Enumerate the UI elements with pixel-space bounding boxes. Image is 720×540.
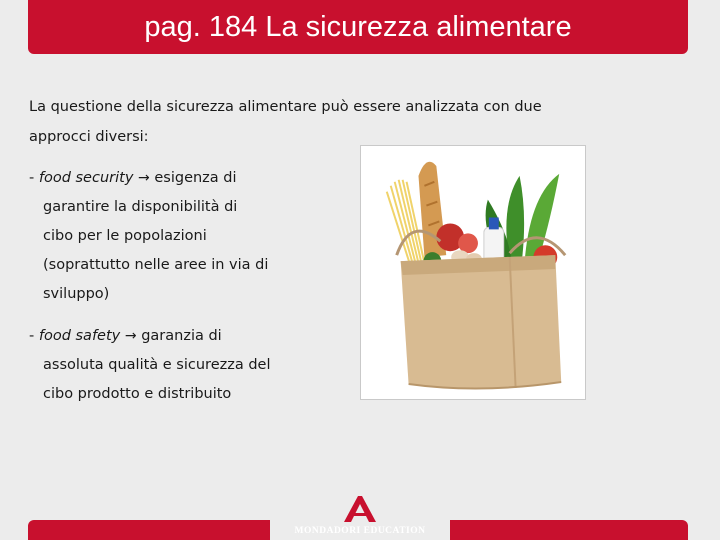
title-bar — [28, 0, 688, 54]
intro-line-2: approcci diversi: — [29, 129, 149, 145]
bullet-dash: - — [29, 328, 39, 344]
bullet-term: food safety — [38, 328, 121, 344]
bullet-text: cibo per le popolazioni — [43, 228, 207, 244]
bullet-food-security — [29, 164, 319, 309]
bullet-text: cibo prodotto e distribuito — [43, 386, 232, 402]
page-title: pag. 184 La sicurezza alimentare — [144, 10, 572, 43]
bullet-first-line — [29, 164, 319, 193]
grocery-bag-image — [360, 145, 586, 400]
bullet-text: garantire la disponibilità di — [43, 199, 238, 215]
intro-line-1: La questione della sicurezza alimentare può essere analizzata con due — [29, 99, 542, 115]
publisher-logo — [270, 494, 450, 540]
bullet-text: (soprattutto nelle aree in via di — [43, 257, 269, 273]
bullet-term: food security — [38, 170, 134, 186]
bullet-dash: - — [29, 170, 39, 186]
bullet-text: assoluta qualità e sicurezza del — [43, 357, 271, 373]
arrow-icon: → — [138, 170, 150, 186]
logo-text: MONDADORI EDUCATION — [294, 526, 426, 536]
bullet-text: sviluppo) — [43, 286, 110, 302]
bullet-text: garanzia di — [136, 328, 222, 344]
intro-paragraph — [29, 92, 669, 152]
bullet-first-line — [29, 322, 319, 351]
bullet-text: esigenza di — [149, 170, 237, 186]
bullet-food-safety — [29, 322, 319, 409]
arrow-icon: → — [124, 328, 137, 344]
mondadori-a-icon — [340, 494, 380, 524]
